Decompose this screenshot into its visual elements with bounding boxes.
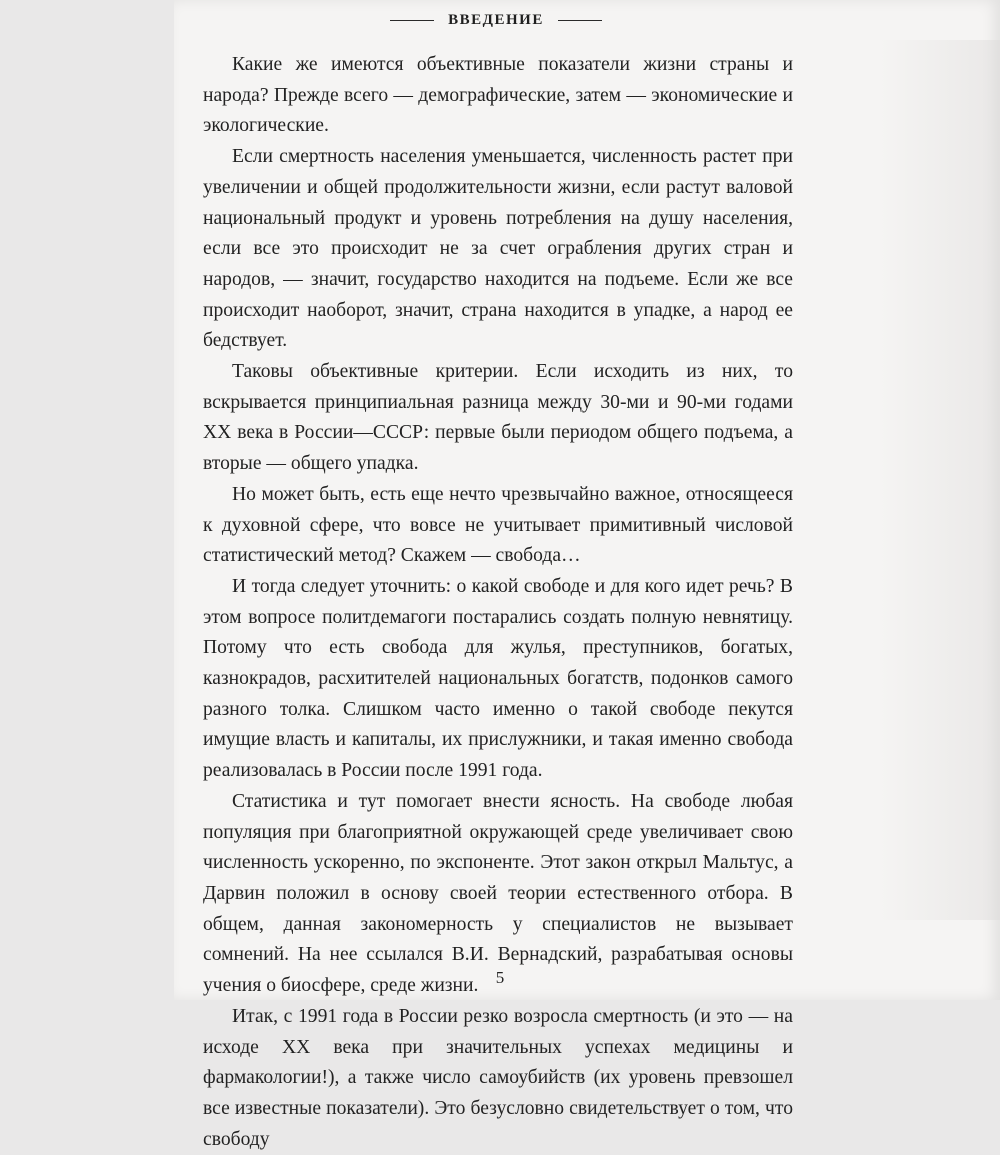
paragraph: Но может быть, есть еще нечто чрезвычайно важное, относящееся к духовной сфере, что вовсе не учитывает примитивный числовой статистический метод? Скажем — свобода… xyxy=(203,483,793,567)
running-header xyxy=(390,8,602,32)
chapter-title: ВВЕДЕНИЕ xyxy=(448,11,544,28)
paragraph: Какие же имеются объективные показатели жизни страны и народа? Прежде всего — демографические, затем — экономические и экологические. xyxy=(203,54,793,137)
facing-page-bleed xyxy=(880,40,1000,920)
paragraph: Итак, с 1991 года в России резко возросла смертность (и это — на исходе XX века при значительных успехах медицины и фармакологии!), а также число самоубийств (их уровень превзошел все известные показатели). Это безусловно свидетельствует о том, что свободу xyxy=(203,1005,793,1150)
paragraph: Таковы объективные критерии. Если исходить из них, то вскрывается принципиальная разница между 30-ми и 90-ми годами XX века в России—СССР: первые были периодом общего подъема, а вторые — общего упадка. xyxy=(203,361,793,475)
body-text xyxy=(203,50,793,1155)
page-number: 5 xyxy=(495,968,505,987)
paragraph: Если смертность населения уменьшается, численность растет при увеличении и общей продолжительности жизни, если растут валовой национальный продукт и уровень потребления на душу населения, если все это происходит не за счет ограбления других стран и народов, — значит, государство находится на подъеме. Если же все происходит наоборот, значит, страна находится в упадке, а народ ее бедствует. xyxy=(203,146,793,352)
paragraph: Статистика и тут помогает внести ясность. На свободе любая популяция при благоприятной окружающей среде увеличивает свою численность ускоренно, по экспоненте. Этот закон открыл Мальтус, а Дарвин положил в основу своей теории естественного отбора. В общем, данная закономерность у специалистов не вызывает сомнений. На нее ссылался В.И. Вернадский, разрабатывая основы учения о биосфере, среде жизни. xyxy=(203,790,793,997)
header-rule-left xyxy=(390,20,434,21)
header-rule-right xyxy=(558,20,602,21)
paragraph: И тогда следует уточнить: о какой свободе и для кого идет речь? В этом вопросе политдемагоги постарались создать полную невнятицу. Потому что есть свобода для жулья, преступников, богатых, казнокрадов, расхитителей национальных богатств, подонков самого разного толка. Слишком часто именно о такой свободе пекутся имущие власть и капиталы, их прислужники, и такая именно свобода реализовалась в России после 1991 года. xyxy=(203,575,793,782)
